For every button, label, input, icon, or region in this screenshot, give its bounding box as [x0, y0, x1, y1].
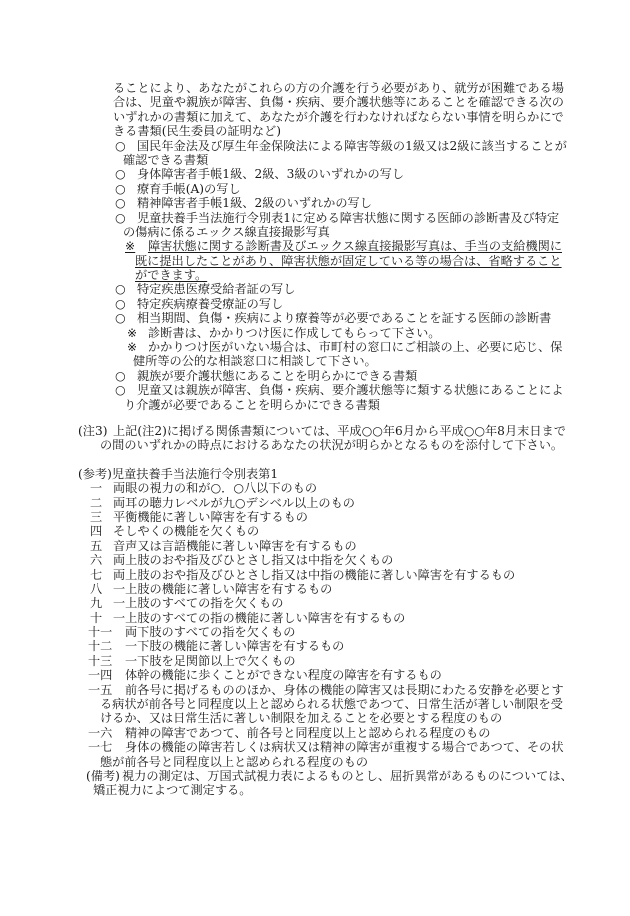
list-item-text: 親族が要介護状態にあることを明らかにできる書類	[137, 368, 418, 383]
list-item	[0, 196, 630, 210]
bullet-circle-icon: ○	[115, 210, 126, 225]
note-text: 既に提出したことがあり、障害状態が固定している等の場合は、省略すること	[135, 253, 562, 268]
item-number: 一四	[88, 668, 113, 683]
note-text: 障害状態に関する診断書及びエックス線直接撮影写真は、手当の支給機関に	[148, 239, 563, 254]
underlined-note	[0, 239, 630, 282]
item-text: 一上肢のすべての指の機能に著しい障害を有するもの	[113, 610, 406, 625]
note-text: かかりつけ医がいない場合は、市町村の窓口にご相談の上、必要に応じ、保	[148, 340, 563, 355]
item-number: 一五	[88, 682, 113, 697]
list-item-text: 精神障害者手帳1級、2級のいずれかの写し	[137, 196, 372, 211]
list-item	[0, 139, 630, 168]
item-number: 三	[90, 509, 103, 524]
reference-section	[0, 467, 630, 798]
list-item-text: 児童又は親族が障害、負傷・疾病、要介護状態等に類する状態にあることによ	[137, 383, 564, 398]
item-number: 一七	[88, 740, 113, 755]
item-number: 八	[90, 581, 103, 596]
bullet-circle-icon: ○	[115, 282, 126, 297]
list-item-text: 児童扶養手当法施行令別表1に定める障害状態に関する医師の診断書及び特定	[137, 210, 560, 225]
remark-label: (備考)	[86, 768, 120, 783]
list-item-text: 国民年金法及び厚生年金保険法による障害等級の1級又は2級に該当することが	[137, 138, 567, 153]
intro-line: きる書類(民生委員の証明など)	[113, 124, 281, 139]
reference-item	[0, 496, 630, 510]
list-item	[0, 297, 630, 311]
reference-item	[0, 568, 630, 582]
item-number: 十二	[88, 639, 113, 654]
list-item-text: 相当期間、負傷・疾病により療養等が必要であることを証する医師の診断書	[137, 311, 552, 326]
intro-line: ることにより、あなたがこれらの方の介護を行う必要があり、就労が困難である場	[113, 81, 564, 95]
list-item-text: り介護が必要であることを明らかにできる書類	[124, 397, 380, 412]
item-text: 前各号に掲げるもののほか、身体の機能の障害又は長期にわたる安静を必要とす	[125, 682, 564, 697]
item-text: 態が前各号と同程度以上と認められる程度のもの	[100, 754, 369, 769]
reference-item	[0, 524, 630, 538]
reference-item	[0, 740, 630, 769]
intro-paragraph	[0, 81, 630, 139]
item-number: 九	[90, 596, 103, 611]
item-text: 両耳の聴力レベルが九○デシベル以上のもの	[113, 495, 355, 510]
item-text: 両上肢のおや指及びひとさし指又は中指の機能に著しい障害を有するもの	[113, 567, 516, 582]
item-number: 四	[90, 524, 103, 539]
reference-item	[0, 683, 630, 726]
reference-item	[0, 654, 630, 668]
reference-item	[0, 510, 630, 524]
list-item-text: 療育手帳(A)の写し	[137, 181, 241, 196]
item-number: 六	[90, 553, 103, 568]
remark-text: 視力の測定は、万国式試視力表によるものとし、屈折異常があるものについては、	[122, 768, 573, 783]
item-number: 五	[90, 538, 103, 553]
item-text: 一上肢の機能に著しい障害を有するもの	[113, 581, 333, 596]
item-text: 一下肢を足関節以上で欠くもの	[125, 653, 296, 668]
list-item-text: 身体障害者手帳1級、2級、3級のいずれかの写し	[137, 167, 405, 182]
item-text: けるか、又は日常生活に著しい制限を加えることを必要とする程度のもの	[100, 711, 503, 726]
item-text: 両下肢のすべての指を欠くもの	[125, 625, 296, 640]
note-text: ができます。	[135, 268, 208, 283]
note-text: 上記(注2)に掲げる関係書類については、平成○○年6月から平成○○年8月末日まで	[113, 423, 566, 438]
item-number: 七	[90, 567, 103, 582]
reference-item	[0, 726, 630, 740]
note-mark-icon: ※	[127, 340, 138, 355]
list-item	[0, 369, 630, 383]
bullet-circle-icon: ○	[115, 368, 126, 383]
bullet-circle-icon: ○	[115, 167, 126, 182]
reference-item	[0, 611, 630, 625]
bullet-circle-icon: ○	[115, 138, 126, 153]
note-mark-icon: ※	[125, 239, 136, 254]
list-item	[0, 383, 630, 412]
item-number: 一六	[88, 725, 113, 740]
bullet-circle-icon: ○	[115, 181, 126, 196]
item-text: そしやくの機能を欠くもの	[113, 524, 260, 539]
reference-item	[0, 668, 630, 682]
item-text: 体幹の機能に歩くことができない程度の障害を有するもの	[125, 668, 442, 683]
item-number: 一	[90, 481, 103, 496]
item-number: 二	[90, 495, 103, 510]
note-text: の間のいずれかの時点におけるあなたの状況が明らかとなるものを添付して下さい。	[100, 438, 564, 453]
document-page	[0, 81, 630, 798]
list-item	[0, 311, 630, 325]
reference-item	[0, 596, 630, 610]
reference-item	[0, 539, 630, 553]
item-text: 音声又は言語機能に著しい障害を有するもの	[113, 538, 357, 553]
item-number: 十一	[88, 625, 113, 640]
note	[0, 340, 630, 369]
note-mark-icon: ※	[127, 325, 138, 340]
note-label: (注3)	[78, 423, 108, 438]
list-item-text: 確認できる書類	[123, 152, 209, 167]
item-text: 一下肢の機能に著しい障害を有するもの	[125, 639, 345, 654]
note-text: 健所等の公的な相談窓口に相談して下さい。	[133, 354, 377, 369]
list-item-text: 特定疾患医療受給者証の写し	[137, 282, 296, 297]
item-text: 身体の機能の障害若しくは病状又は精神の障害が重複する場合であつて、その状	[125, 740, 564, 755]
required-documents-list	[0, 139, 630, 412]
list-item	[0, 282, 630, 296]
remark-text: 矯正視力によつて測定する。	[93, 783, 252, 798]
item-text: 一上肢のすべての指を欠くもの	[113, 596, 284, 611]
bullet-circle-icon: ○	[115, 196, 126, 211]
item-text: 精神の障害であつて、前各号と同程度以上と認められる程度のもの	[125, 725, 491, 740]
list-item-text: 特定疾病療養受療証の写し	[137, 296, 284, 311]
bullet-circle-icon: ○	[115, 383, 126, 398]
reference-item	[0, 625, 630, 639]
item-number: 十三	[88, 653, 113, 668]
list-item	[0, 211, 630, 240]
intro-line: いずれかの書類に加えて、あなたが介護を行わなければならない事情を明らかにで	[113, 109, 564, 124]
reference-item	[0, 553, 630, 567]
reference-item	[0, 481, 630, 495]
note	[0, 326, 630, 340]
item-number: 十	[90, 610, 103, 625]
intro-line: 合は、児童や親族が障害、負傷・疾病、要介護状態等にあることを確認できる次の	[113, 95, 564, 110]
item-text: る病状が前各号と同程度以上と認められる状態であつて、日常生活が著しい制限を受	[100, 697, 563, 712]
item-text: 平衡機能に著しい障害を有するもの	[113, 509, 308, 524]
list-item	[0, 167, 630, 181]
bullet-circle-icon: ○	[115, 296, 126, 311]
item-text: 両眼の視力の和が○．○八以下のもの	[113, 481, 318, 496]
reference-item	[0, 639, 630, 653]
item-text: 両上肢のおや指及びひとさし指又は中指を欠くもの	[113, 553, 394, 568]
remark	[0, 769, 630, 798]
note-3	[0, 424, 630, 453]
reference-title: (参考)児童扶養手当法施行令別表第1	[78, 466, 279, 481]
note-text: 診断書は、かかりつけ医に作成してもらって下さい。	[148, 325, 441, 340]
list-item	[0, 182, 630, 196]
list-item-text: の傷病に係るエックス線直接撮影写真	[123, 224, 330, 239]
bullet-circle-icon: ○	[115, 311, 126, 326]
reference-item	[0, 582, 630, 596]
